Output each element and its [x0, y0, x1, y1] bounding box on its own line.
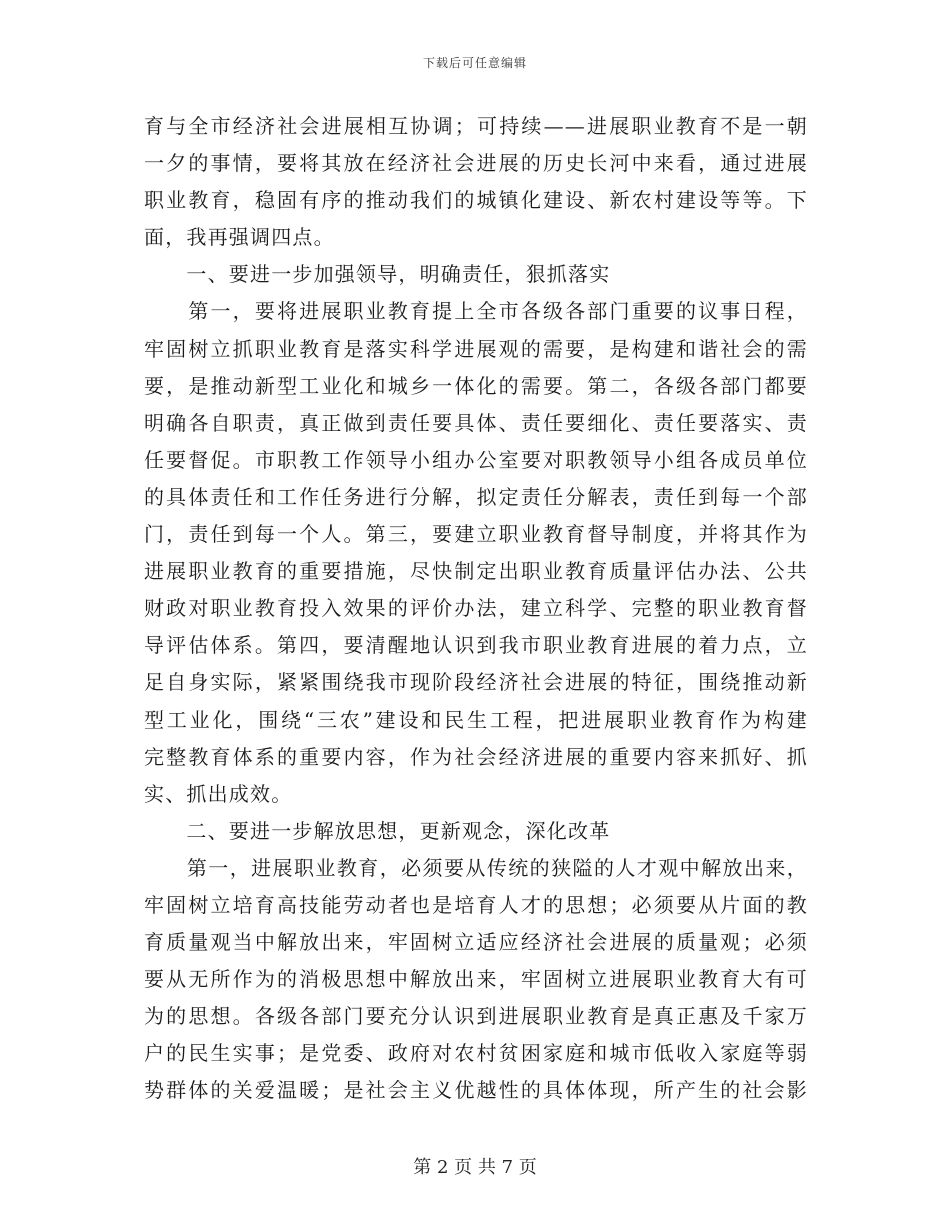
text-line: 要，是推动新型工业化和城乡一体化的需要。第二，各级各部门都要: [144, 373, 808, 398]
text-line: 财政对职业教育投入效果的评价办法，建立科学、完整的职业教育督: [144, 596, 808, 621]
text-line: 户的民生实事；是党委、政府对农村贫困家庭和城市低收入家庭等弱: [144, 1041, 808, 1066]
section-heading: 一、要进一步加强领导，明确责任，狠抓落实: [144, 262, 611, 287]
text-line: 进展职业教育的重要措施，尽快制定出职业教育质量评估办法、公共: [144, 559, 808, 584]
page-header: 下载后可任意编辑: [422, 56, 527, 70]
text-line: 明确各自职责，真正做到责任要具体、责任要细化、责任要落实、责: [144, 410, 808, 435]
text-line: 要从无所作为的消极思想中解放出来，牢固树立进展职业教育大有可: [144, 967, 808, 992]
document-body: [144, 108, 808, 1110]
text-line: 足自身实际，紧紧围绕我市现阶段经济社会进展的特征，围绕推动新: [144, 670, 808, 695]
text-line: 型工业化，围绕“三农”建设和民生工程，把进展职业教育作为构建: [144, 707, 808, 732]
text-line: 任要督促。市职教工作领导小组办公室要对职教领导小组各成员单位: [144, 447, 808, 472]
text-line: 一夕的事情，要将其放在经济社会进展的历史长河中来看，通过进展: [144, 151, 808, 176]
text-line: 的具体责任和工作任务进行分解，拟定责任分解表，责任到每一个部: [144, 484, 808, 509]
text-line: 第一，进展职业教育，必须要从传统的狭隘的人才观中解放出来，: [144, 855, 808, 880]
section-heading: 二、要进一步解放思想，更新观念，深化改革: [144, 818, 611, 843]
text-line: 导评估体系。第四，要清醒地认识到我市职业教育进展的着力点，立: [144, 633, 808, 658]
text-line: 门，责任到每一个人。第三，要建立职业教育督导制度，并将其作为: [144, 522, 808, 547]
text-line: 育与全市经济社会进展相互协调；可持续——进展职业教育不是一朝: [144, 114, 808, 138]
text-line: 牢固树立培育高技能劳动者也是培育人才的思想；必须要从片面的教: [144, 892, 808, 917]
text-line: 牢固树立抓职业教育是落实科学进展观的需要，是构建和谐社会的需: [144, 336, 808, 361]
text-line: 实、抓出成效。: [144, 781, 293, 806]
text-line: 完整教育体系的重要内容，作为社会经济进展的重要内容来抓好、抓: [144, 744, 808, 769]
page-number: 第 2 页 共 7 页: [413, 1157, 537, 1178]
text-line: 为的思想。各级各部门要充分认识到进展职业教育是真正惠及千家万: [144, 1004, 808, 1029]
text-line: 面，我再强调四点。: [144, 225, 335, 250]
text-line: 职业教育，稳固有序的推动我们的城镇化建设、新农村建设等等。下: [144, 188, 808, 213]
text-line: 势群体的关爱温暖；是社会主义优越性的具体体现，所产生的社会影: [144, 1078, 808, 1103]
text-line: 第一，要将进展职业教育提上全市各级各部门重要的议事日程，: [144, 299, 808, 324]
text-line: 育质量观当中解放出来，牢固树立适应经济社会进展的质量观；必须: [144, 930, 808, 955]
